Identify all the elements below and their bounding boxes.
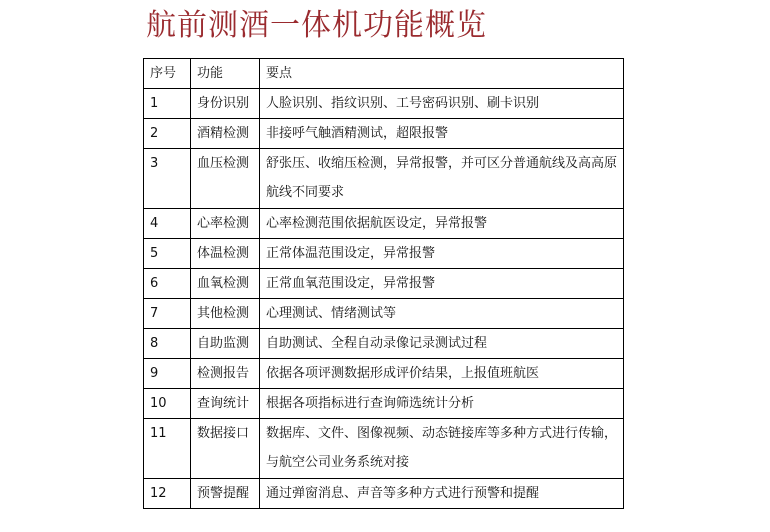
row-function: 血氧检测 <box>191 269 260 299</box>
table-row <box>144 299 624 329</box>
table-row <box>144 359 624 389</box>
row-function: 酒精检测 <box>191 119 260 149</box>
row-points-text: 数据库、文件、图像视频、动态链接库等多种方式进行传输，与航空公司业务系统对接 <box>266 426 618 470</box>
table-row <box>144 479 624 509</box>
table-row <box>144 209 624 239</box>
row-number: 9 <box>144 359 191 389</box>
row-points-text: 舒张压、收缩压检测，异常报警，并可区分普通航线及高高原航线不同要求 <box>266 156 618 200</box>
row-points: 通过弹窗消息、声音等多种方式进行预警和提醒 <box>260 479 624 509</box>
table-row <box>144 269 624 299</box>
row-number: 4 <box>144 209 191 239</box>
header-points: 要点 <box>260 59 624 89</box>
row-points: 依据各项评测数据形成评价结果，上报值班航医 <box>260 359 624 389</box>
row-points: 正常血氧范围设定，异常报警 <box>260 269 624 299</box>
table-row <box>144 119 624 149</box>
row-points <box>260 149 624 209</box>
row-points: 根据各项指标进行查询筛选统计分析 <box>260 389 624 419</box>
row-number: 11 <box>144 419 191 479</box>
row-function: 心率检测 <box>191 209 260 239</box>
row-points <box>260 419 624 479</box>
row-number: 7 <box>144 299 191 329</box>
row-number: 1 <box>144 89 191 119</box>
row-function: 预警提醒 <box>191 479 260 509</box>
row-number: 5 <box>144 239 191 269</box>
row-points: 非接呼气触酒精测试，超限报警 <box>260 119 624 149</box>
row-number: 6 <box>144 269 191 299</box>
table-row <box>144 149 624 209</box>
row-points: 正常体温范围设定，异常报警 <box>260 239 624 269</box>
row-number: 3 <box>144 149 191 209</box>
row-function: 体温检测 <box>191 239 260 269</box>
row-points: 人脸识别、指纹识别、工号密码识别、刷卡识别 <box>260 89 624 119</box>
row-function: 数据接口 <box>191 419 260 479</box>
row-function: 查询统计 <box>191 389 260 419</box>
row-number: 12 <box>144 479 191 509</box>
header-function: 功能 <box>191 59 260 89</box>
table-row <box>144 419 624 479</box>
row-points: 心理测试、情绪测试等 <box>260 299 624 329</box>
table-row <box>144 329 624 359</box>
table-header-row <box>144 59 624 89</box>
table-row <box>144 239 624 269</box>
row-number: 10 <box>144 389 191 419</box>
row-points: 自助测试、全程自动录像记录测试过程 <box>260 329 624 359</box>
page-title: 航前测酒一体机功能概览 <box>146 8 487 43</box>
row-function: 自助监测 <box>191 329 260 359</box>
row-function: 检测报告 <box>191 359 260 389</box>
header-number: 序号 <box>144 59 191 89</box>
row-function: 身份识别 <box>191 89 260 119</box>
table-row <box>144 89 624 119</box>
row-function: 其他检测 <box>191 299 260 329</box>
table-row <box>144 389 624 419</box>
function-table <box>143 58 624 509</box>
row-number: 2 <box>144 119 191 149</box>
row-points: 心率检测范围依据航医设定，异常报警 <box>260 209 624 239</box>
row-function: 血压检测 <box>191 149 260 209</box>
row-number: 8 <box>144 329 191 359</box>
